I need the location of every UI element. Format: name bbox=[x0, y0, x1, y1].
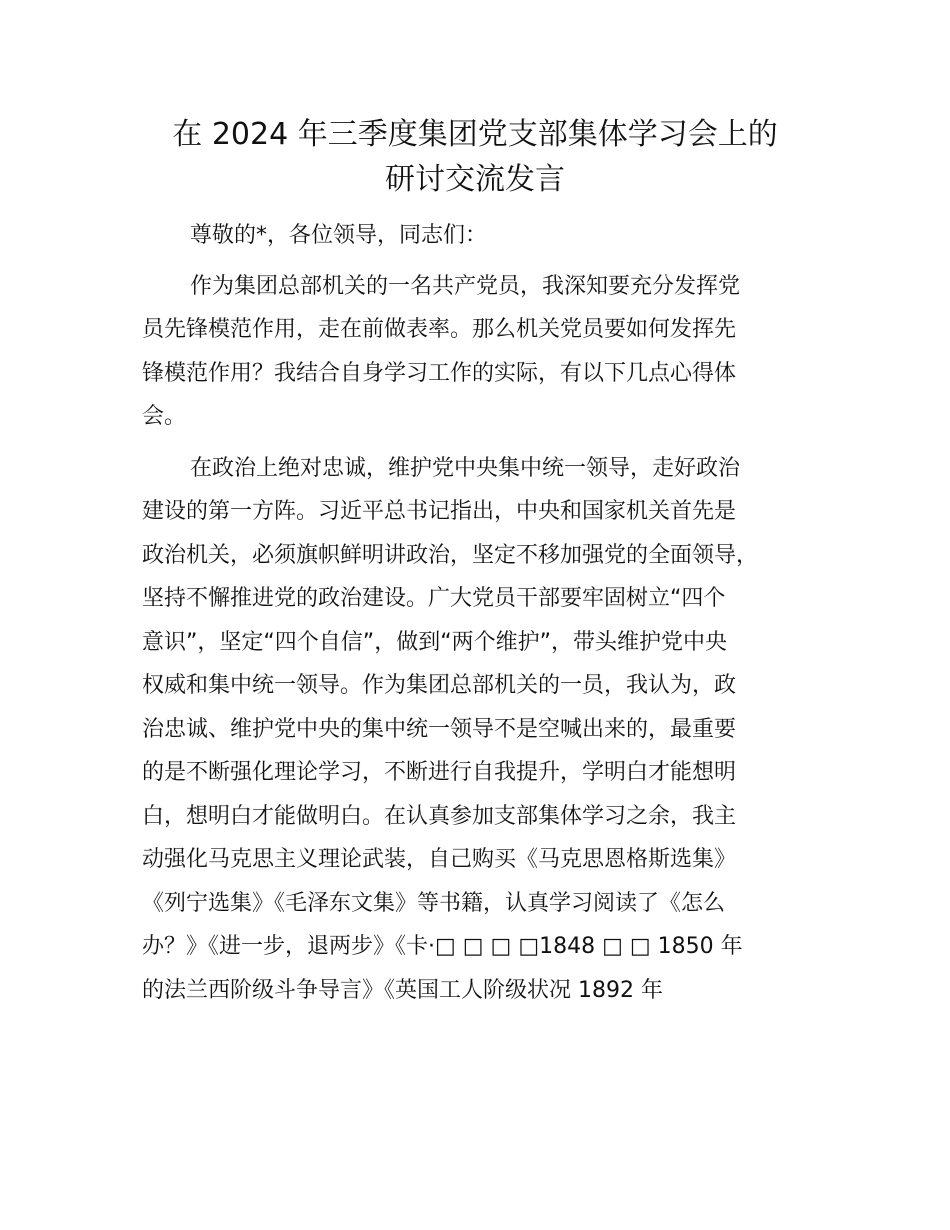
salutation: 尊敬的*，各位领导，同志们： bbox=[190, 223, 488, 248]
document-title-line-2: 研讨交流发言 bbox=[385, 162, 565, 197]
paragraph-2-line: 的是不断强化理论学习，不断进行自我提升，学明白才能想明 bbox=[142, 760, 737, 785]
paragraph-2-line: 治忠诚、维护党中央的集中统一领导不是空喊出来的，最重要 bbox=[142, 717, 737, 742]
paragraph-2-line: 动强化马克思主义理论武装，自己购买《马克思恩格斯选集》 bbox=[142, 847, 737, 872]
paragraph-1-line: 会。 bbox=[142, 404, 187, 429]
paragraph-2-line: 坚持不懈推进党的政治建设。广大党员干部要牢固树立“四个 bbox=[142, 586, 726, 611]
paragraph-1-line: 作为集团总部机关的一名共产党员，我深知要充分发挥党 bbox=[190, 274, 741, 299]
paragraph-1-line: 锋模范作用？我结合自身学习工作的实际，有以下几点心得体 bbox=[142, 361, 737, 386]
paragraph-2-line: 办？》《进一步，退两步》《卡·□ □ □ □1848 □ □ 1850 年 bbox=[142, 934, 743, 959]
paragraph-1-line: 员先锋模范作用，走在前做表率。那么机关党员要如何发挥先 bbox=[142, 317, 737, 342]
paragraph-2-line: 白，想明白才能做明白。在认真参加支部集体学习之余，我主 bbox=[142, 804, 737, 829]
document-title-line-1: 在 2024 年三季度集团党支部集体学习会上的 bbox=[172, 117, 778, 152]
paragraph-2-line: 《列宁选集》《毛泽东文集》等书籍，认真学习阅读了《怎么 bbox=[142, 891, 726, 916]
paragraph-2-line: 意识”，坚定“四个自信”，做到“两个维护”，带头维护党中央 bbox=[142, 630, 727, 655]
paragraph-2-line: 权威和集中统一领导。作为集团总部机关的一员，我认为，政 bbox=[142, 673, 737, 698]
paragraph-2-line: 建设的第一方阵。习近平总书记指出，中央和国家机关首先是 bbox=[142, 499, 737, 524]
paragraph-2-line: 政治机关，必须旗帜鲜明讲政治，坚定不移加强党的全面领导， bbox=[142, 543, 759, 568]
paragraph-2-line: 在政治上绝对忠诚，维护党中央集中统一领导，走好政治 bbox=[190, 456, 741, 481]
paragraph-2-line: 的法兰西阶级斗争导言》《英国工人阶级状况 1892 年 bbox=[142, 978, 663, 1003]
